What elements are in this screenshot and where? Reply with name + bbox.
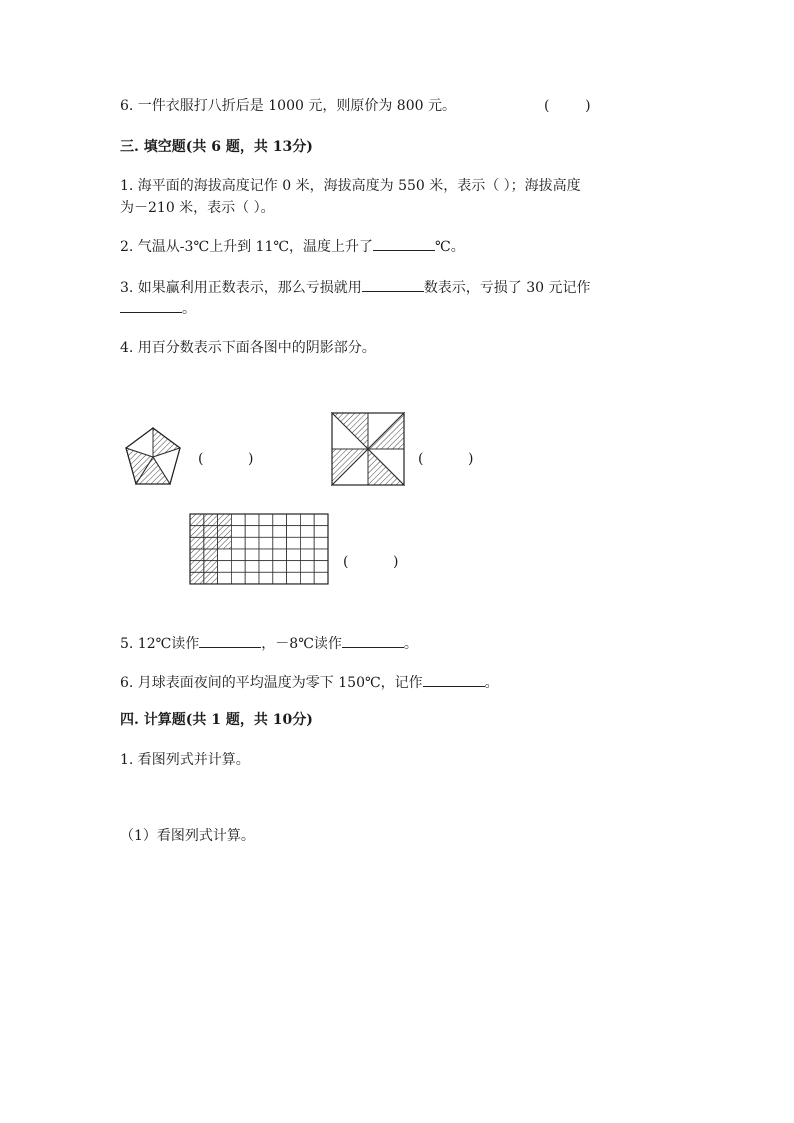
grid-cell-shaded — [218, 514, 232, 526]
fill-q2-unit: ℃。 — [435, 239, 465, 255]
grid-cell — [259, 572, 273, 584]
question-6-text: 6. 一件衣服打八折后是 1000 元，则原价为 800 元。 — [120, 98, 456, 114]
grid-cell — [231, 572, 245, 584]
fill-q2 — [120, 236, 465, 257]
fill-q5-middle: ，－8℃读作 — [261, 636, 342, 652]
grid-cell — [231, 514, 245, 526]
grid-cell-shaded — [218, 537, 232, 549]
grid-cell-shaded — [190, 572, 204, 584]
grid-cell — [287, 514, 301, 526]
grid-cell — [300, 514, 314, 526]
grid-figure — [190, 514, 328, 584]
grid-cell — [245, 514, 259, 526]
calc-q1-sub: （1）看图列式计算。 — [120, 828, 255, 844]
section-3-heading: 三. 填空题(共 6 题，共 13分) — [120, 139, 313, 155]
grid-cell — [218, 572, 232, 584]
square-figure — [332, 413, 404, 485]
grid-cell — [287, 549, 301, 561]
fill-q3-text: 3. 如果赢利用正数表示，那么亏损就用 — [120, 280, 362, 296]
fill-q2-blank — [373, 236, 435, 251]
grid-cell — [314, 549, 328, 561]
grid-cell-shaded — [204, 537, 218, 549]
grid-cell — [231, 537, 245, 549]
grid-cell — [287, 561, 301, 573]
grid-cell-shaded — [190, 514, 204, 526]
fill-q6-blank — [423, 672, 485, 687]
grid-cell-shaded — [204, 572, 218, 584]
grid-cell — [273, 561, 287, 573]
grid-cell-shaded — [190, 537, 204, 549]
grid-cell — [245, 537, 259, 549]
fill-q1-line2: 为－210 米，表示（ ）。 — [120, 200, 275, 216]
grid-cell-shaded — [190, 526, 204, 538]
grid-cell — [245, 572, 259, 584]
fill-q6-end: 。 — [484, 675, 499, 691]
fill-q1-line1: 1. 海平面的海拔高度记作 0 米，海拔高度为 550 米，表示（ ）；海拔高度 — [120, 178, 581, 194]
fill-q5 — [120, 633, 418, 654]
fill-q5-text: 5. 12℃读作 — [120, 636, 200, 652]
pentagon-figure — [120, 424, 190, 490]
grid-cell-shaded — [218, 526, 232, 538]
grid-cell — [259, 549, 273, 561]
fill-q3-middle: 数表示，亏损了 30 元记作 — [423, 280, 591, 296]
grid-cell — [273, 514, 287, 526]
grid-cell — [259, 526, 273, 538]
grid-cell — [245, 549, 259, 561]
grid-cell-shaded — [204, 514, 218, 526]
fill-q3-end: 。 — [182, 301, 196, 317]
grid-cell — [218, 561, 232, 573]
grid-answer-paren: ( ) — [343, 554, 399, 570]
fill-q3-line2 — [120, 298, 196, 319]
fill-q3 — [120, 277, 591, 298]
square-answer-paren: ( ) — [418, 451, 474, 467]
grid-cell — [300, 537, 314, 549]
grid-cell — [314, 572, 328, 584]
grid-cell — [287, 526, 301, 538]
question-6-answer-paren: ( ) — [544, 98, 591, 114]
grid-cell — [300, 549, 314, 561]
grid-cell — [273, 572, 287, 584]
fill-q5-end: 。 — [403, 636, 418, 652]
fill-q2-text: 2. 气温从-3℃上升到 11℃，温度上升了 — [120, 239, 374, 255]
grid-cell — [231, 561, 245, 573]
grid-cell — [287, 572, 301, 584]
calc-q1-text: 1. 看图列式并计算。 — [120, 752, 250, 768]
grid-cell — [259, 514, 273, 526]
grid-cell — [300, 526, 314, 538]
grid-cell — [231, 526, 245, 538]
grid-cell-shaded — [204, 561, 218, 573]
grid-cell-shaded — [204, 526, 218, 538]
grid-cell — [273, 549, 287, 561]
pentagon-answer-paren: ( ) — [198, 451, 254, 467]
fill-q6-text: 6. 月球表面夜间的平均温度为零下 150℃，记作 — [120, 675, 423, 691]
grid-cell — [218, 549, 232, 561]
grid-cell-shaded — [190, 561, 204, 573]
fill-q3-blank-2 — [120, 298, 182, 313]
fill-q3-blank-1 — [362, 277, 424, 292]
question-6-true-false — [120, 96, 456, 116]
fill-q4-text: 4. 用百分数表示下面各图中的阴影部分。 — [120, 340, 376, 356]
grid-cell — [273, 526, 287, 538]
grid-cell — [314, 526, 328, 538]
grid-cell — [314, 537, 328, 549]
fill-q5-blank-2 — [342, 633, 404, 648]
grid-cell — [287, 537, 301, 549]
grid-cell — [245, 526, 259, 538]
fill-q5-blank-1 — [199, 633, 261, 648]
grid-cell — [300, 572, 314, 584]
grid-cell — [300, 561, 314, 573]
section-4-heading: 四. 计算题(共 1 题，共 10分) — [120, 712, 313, 728]
grid-cell — [259, 561, 273, 573]
grid-cell-shaded — [204, 549, 218, 561]
grid-cell — [273, 537, 287, 549]
grid-cell — [259, 537, 273, 549]
grid-cell — [314, 561, 328, 573]
grid-cell — [231, 549, 245, 561]
fill-q6 — [120, 672, 499, 693]
grid-cell-shaded — [190, 549, 204, 561]
grid-cell — [314, 514, 328, 526]
grid-cell — [245, 561, 259, 573]
